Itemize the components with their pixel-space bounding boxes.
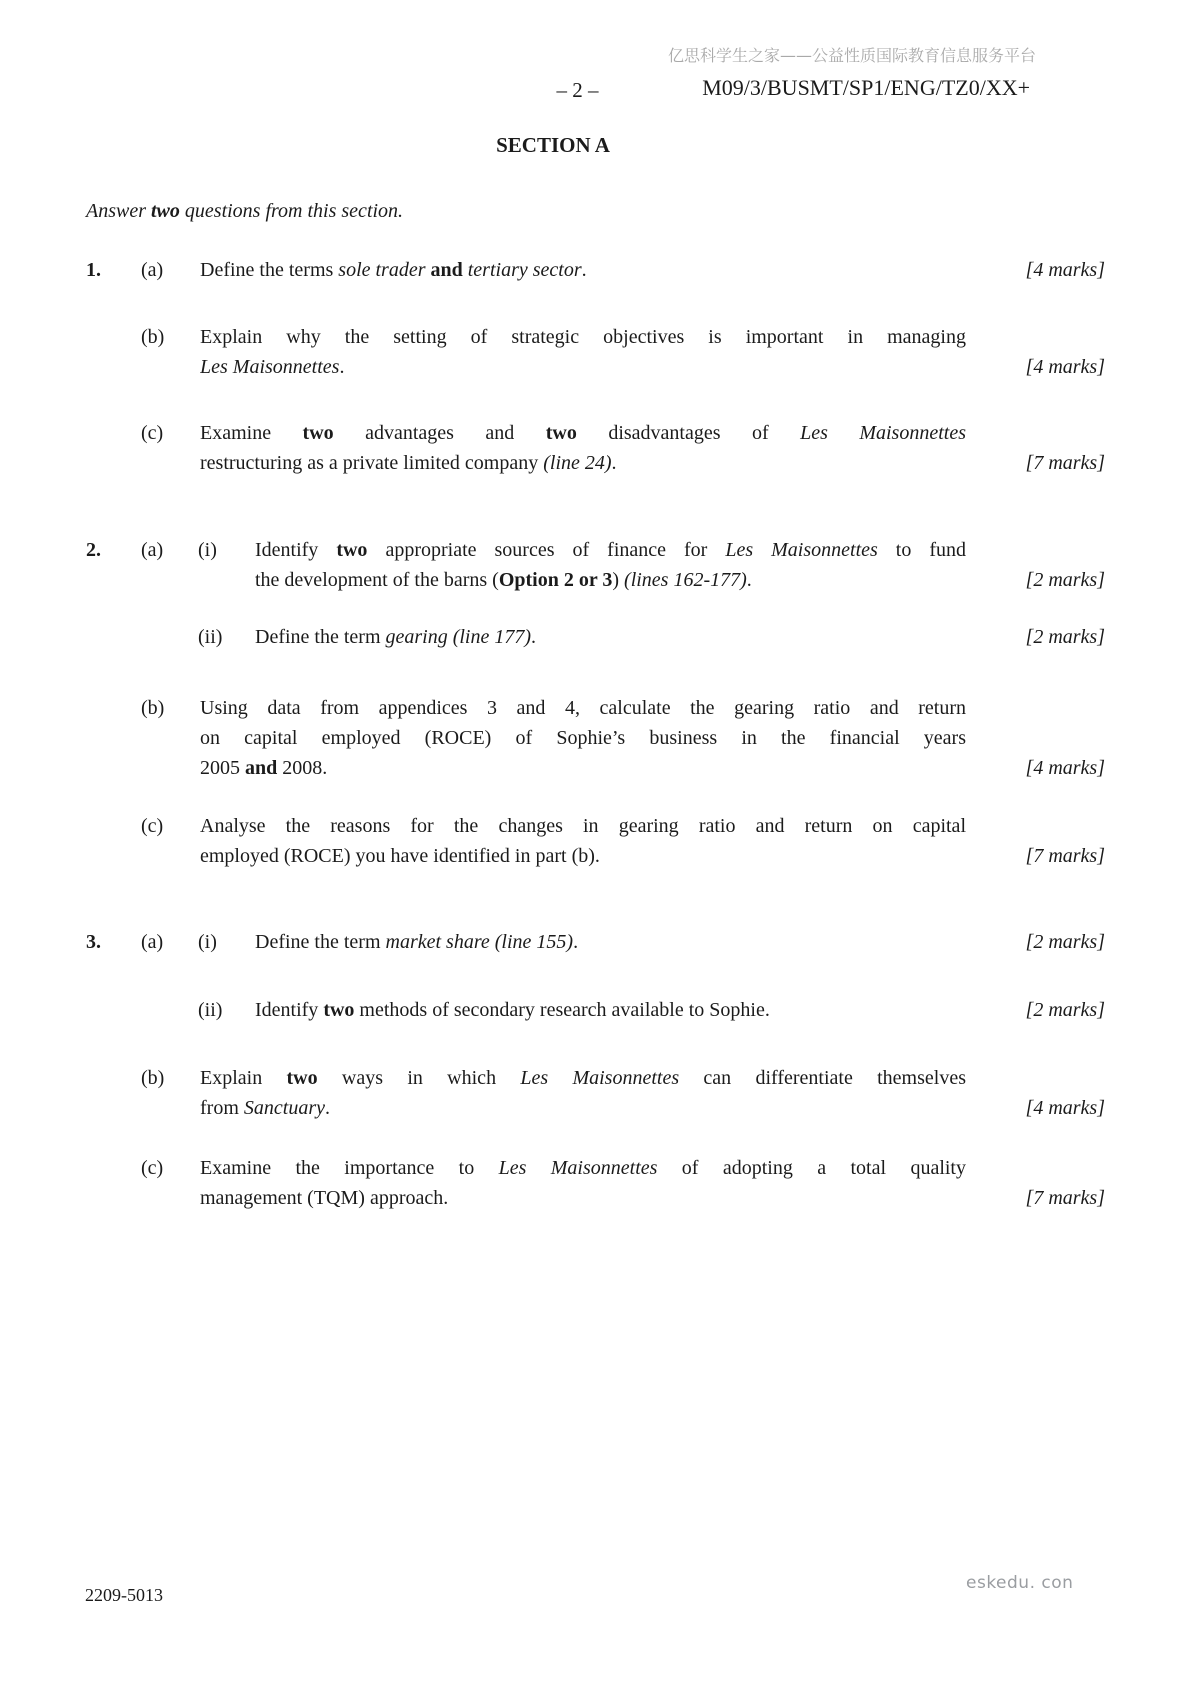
question-1a-line-1 xyxy=(200,255,966,285)
text-run: Identify xyxy=(255,539,337,561)
question-1c-label: (c) xyxy=(141,422,164,444)
text-run: employed (ROCE) you have identified in part (b). xyxy=(200,845,600,867)
text-run: tertiary sector xyxy=(467,259,582,281)
question-2a-ii-label: (ii) xyxy=(198,626,223,648)
footer-watermark-text: eskedu. con xyxy=(966,1573,1074,1593)
question-3c-line-2 xyxy=(200,1183,966,1213)
question-1c-line-2 xyxy=(200,448,966,478)
text-run: . xyxy=(611,452,617,474)
question-2b-marks: [4 marks] xyxy=(1025,757,1105,779)
section-title: SECTION A xyxy=(496,133,610,157)
question-2a-label: (a) xyxy=(141,539,164,561)
page-number: – 2 – xyxy=(556,78,599,102)
text-run: (line 24) xyxy=(543,452,612,474)
text-run: two xyxy=(323,999,355,1021)
question-1b-marks: [4 marks] xyxy=(1025,356,1105,378)
question-3a-ii-label: (ii) xyxy=(198,999,223,1021)
text-run: Les Maisonnettes xyxy=(520,1067,680,1089)
question-3a-i-label: (i) xyxy=(198,931,217,953)
text-run: market share (line 155) xyxy=(385,931,574,953)
text-run: disadvantages of xyxy=(576,422,801,444)
text-run: gearing (line 177) xyxy=(385,626,532,648)
question-3c-label: (c) xyxy=(141,1157,164,1179)
text-run: can differentiate themselves xyxy=(679,1067,966,1089)
text-run: Answer xyxy=(86,200,151,222)
text-run: to fund xyxy=(877,539,966,561)
text-run: two xyxy=(302,422,334,444)
text-run: and xyxy=(430,259,463,281)
question-2a-i-label: (i) xyxy=(198,539,217,561)
question-3a-ii-line-1 xyxy=(255,995,966,1025)
text-run: appropriate sources of finance for xyxy=(367,539,726,561)
question-1b-line-1 xyxy=(200,322,966,352)
question-3a-i-marks: [2 marks] xyxy=(1025,931,1105,953)
question-3-number: 3. xyxy=(86,931,101,953)
text-run: ways in which xyxy=(317,1067,521,1089)
text-run: from xyxy=(200,1097,244,1119)
text-run: two xyxy=(286,1067,318,1089)
text-run: Analyse the reasons for the changes in gearing ratio and return on capital xyxy=(200,815,966,837)
text-run: Les Maisonnettes xyxy=(800,422,966,444)
question-1c-line-1 xyxy=(200,418,966,448)
question-3b-line-1 xyxy=(200,1063,966,1093)
question-3a-label: (a) xyxy=(141,931,164,953)
text-run: methods of secondary research available to Sophie. xyxy=(354,999,770,1021)
text-run: Identify xyxy=(255,999,324,1021)
question-3a-i-line-1 xyxy=(255,927,966,957)
text-run: and xyxy=(245,757,278,779)
text-run: sole trader xyxy=(338,259,426,281)
text-run: . xyxy=(531,626,537,648)
text-run: . xyxy=(339,356,345,378)
text-run: 2008. xyxy=(277,757,328,779)
instructions-text xyxy=(86,196,403,226)
text-run: . xyxy=(581,259,587,281)
question-3b-line-2 xyxy=(200,1093,966,1123)
question-2b-line-1 xyxy=(200,693,966,723)
question-3c-line-1 xyxy=(200,1153,966,1183)
text-run: . xyxy=(746,569,752,591)
text-run: Define the term xyxy=(255,626,386,648)
question-2-number: 2. xyxy=(86,539,101,561)
site-watermark-text: 亿思科学生之家——公益性质国际教育信息服务平台 xyxy=(668,46,1037,65)
text-run: Define the terms xyxy=(200,259,339,281)
question-1b-label: (b) xyxy=(141,326,165,348)
text-run: of adopting a total quality xyxy=(657,1157,966,1179)
question-3b-marks: [4 marks] xyxy=(1025,1097,1105,1119)
text-run: the development of the barns ( xyxy=(255,569,499,591)
text-run: 2005 xyxy=(200,757,245,779)
paper-code: M09/3/BUSMT/SP1/ENG/TZ0/XX+ xyxy=(702,75,1030,100)
question-2c-label: (c) xyxy=(141,815,164,837)
text-run: ) xyxy=(612,569,625,591)
text-run: Explain xyxy=(200,1067,287,1089)
question-2b-label: (b) xyxy=(141,697,165,719)
question-2a-ii-line-1 xyxy=(255,622,966,652)
question-2a-ii-marks: [2 marks] xyxy=(1025,626,1105,648)
question-2a-i-line-2 xyxy=(255,565,966,595)
text-run: Define the term xyxy=(255,931,386,953)
question-3b-label: (b) xyxy=(141,1067,165,1089)
text-run: . xyxy=(573,931,579,953)
text-run: Les Maisonnettes xyxy=(200,356,340,378)
question-2c-line-1 xyxy=(200,811,966,841)
question-2c-marks: [7 marks] xyxy=(1025,845,1105,867)
text-run: Examine xyxy=(200,422,303,444)
question-2a-i-marks: [2 marks] xyxy=(1025,569,1105,591)
document-code: 2209-5013 xyxy=(85,1585,163,1605)
text-run: two xyxy=(545,422,577,444)
text-run: Examine the importance to xyxy=(200,1157,499,1179)
text-run: two xyxy=(151,200,180,222)
text-run: Les Maisonnettes xyxy=(725,539,878,561)
question-3a-ii-marks: [2 marks] xyxy=(1025,999,1105,1021)
question-1-number: 1. xyxy=(86,259,101,281)
question-1a-marks: [4 marks] xyxy=(1025,259,1105,281)
question-2b-line-2 xyxy=(200,723,966,753)
text-run: Les Maisonnettes xyxy=(498,1157,658,1179)
question-1a-label: (a) xyxy=(141,259,164,281)
text-run: Sanctuary xyxy=(243,1097,325,1119)
question-2c-line-2 xyxy=(200,841,966,871)
text-run: . xyxy=(324,1097,330,1119)
text-run: (lines 162-177) xyxy=(624,569,747,591)
text-run: Option 2 or 3 xyxy=(498,569,613,591)
text-run: Using data from appendices 3 and 4, calculate the gearing ratio and return xyxy=(200,697,966,719)
question-1c-marks: [7 marks] xyxy=(1025,452,1105,474)
text-run: management (TQM) approach. xyxy=(200,1187,449,1209)
text-run: advantages and xyxy=(333,422,546,444)
text-run: Explain why the setting of strategic objectives is important in managing xyxy=(200,326,966,348)
text-run: on capital employed (ROCE) of Sophie’s business in the financial years xyxy=(200,727,966,749)
question-3c-marks: [7 marks] xyxy=(1025,1187,1105,1209)
text-run: questions from this section. xyxy=(179,200,404,222)
text-run: two xyxy=(336,539,368,561)
question-2b-line-3 xyxy=(200,753,966,783)
text-run: restructuring as a private limited company xyxy=(200,452,544,474)
question-2a-i-line-1 xyxy=(255,535,966,565)
question-1b-line-2 xyxy=(200,352,966,382)
